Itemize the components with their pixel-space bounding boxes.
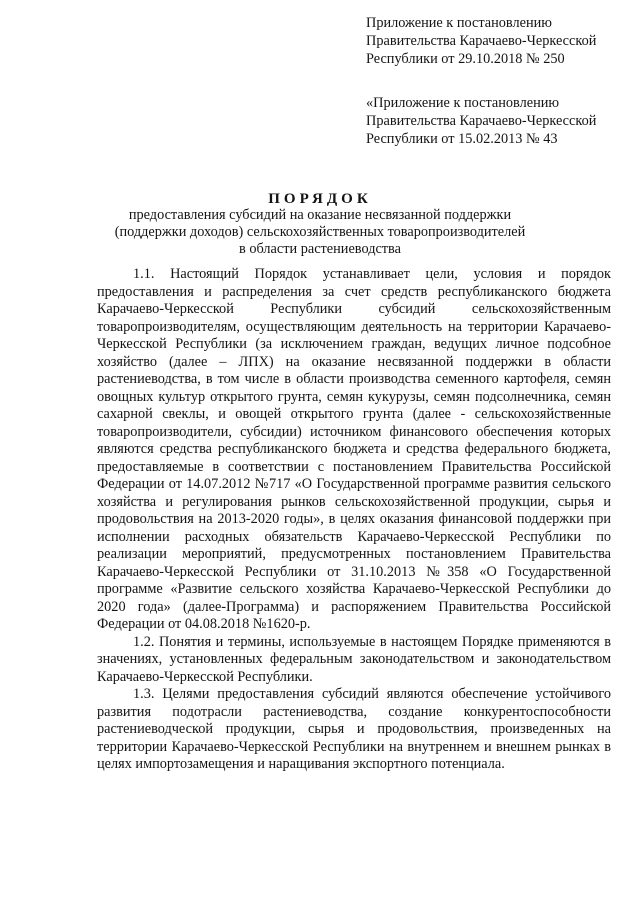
header-line: Приложение к постановлению [366, 15, 552, 31]
document-title: ПОРЯДОК [268, 191, 372, 207]
header-line: Правительства Карачаево-Черкесской [366, 33, 597, 49]
document-subtitle: предоставления субсидий на оказание несвязанной поддержки (поддержки доходов) сельскохозяйственных товаропроизводителей в области растениеводства [114, 207, 526, 257]
header-line: Правительства Карачаево-Черкесской [366, 113, 597, 129]
appendix-header-current [366, 14, 626, 68]
header-line: «Приложение к постановлению [366, 95, 560, 111]
paragraph-1-3: 1.3. Целями предоставления субсидий являются обеспечение устойчивого развития подотрасли растениеводства, создание конкурентоспособности растениеводческой продукции, сырья и продовольствия, произведенных на территории Карачаево-Черкесской Республики на внутреннем и внешнем рынках в целях импортозамещения и наращивания экспортного потенциала. [97, 686, 611, 772]
paragraph-1-2: 1.2. Понятия и термины, используемые в настоящем Порядке применяются в значениях, установленных федеральным законодательством и законодательством Карачаево-Черкесской Республики. [97, 633, 611, 685]
header-line: Республики от 15.02.2013 № 43 [366, 131, 558, 147]
document-body [97, 266, 611, 774]
appendix-header-original [366, 94, 626, 148]
header-line: Республики от 29.10.2018 № 250 [366, 51, 565, 67]
paragraph-1-1: 1.1. Настоящий Порядок устанавливает цели, условия и порядок предоставления и распределения за счет средств республиканского бюджета Карачаево-Черкесской Республики субсидий сельскохозяйственным товаропроизводителям, осуществляющим деятельность на территории Карачаево-Черкесской Республики (за исключением граждан, ведущих личное подсобное хозяйство (далее – ЛПХ) на оказание несвязанной поддержки в области растениеводства, в том числе в области производства семенного картофеля, семян овощных культур открытого грунта, семян кукурузы, семян подсолнечника, семян сахарной свеклы, и овощей открытого грунта (далее - сельскохозяйственные товаропроизводители, субсидии) источником финансового обеспечения которых являются средства республиканского бюджета и средства федерального бюджета, предоставляемые в соответствии с постановлением Правительства Российской Федерации от 14.07.2012 №717 «О Государственной программе развития сельского хозяйства и регулирования рынков сельскохозяйственной продукции, сырья и продовольствия на 2013-2020 годы», в целях оказания финансовой поддержки при исполнении расходных обязательств Карачаево-Черкесской Республики по реализации мероприятий, предусмотренных постановлением Правительства Карачаево-Черкесской Республики от 31.10.2013 №358 «О Государственной программе «Развитие сельского хозяйства Карачаево-Черкесской Республики до 2020 года» (далее-Программа) и распоряжением Правительства Российской Федерации от 04.08.2018 №1620-р. [97, 266, 611, 632]
